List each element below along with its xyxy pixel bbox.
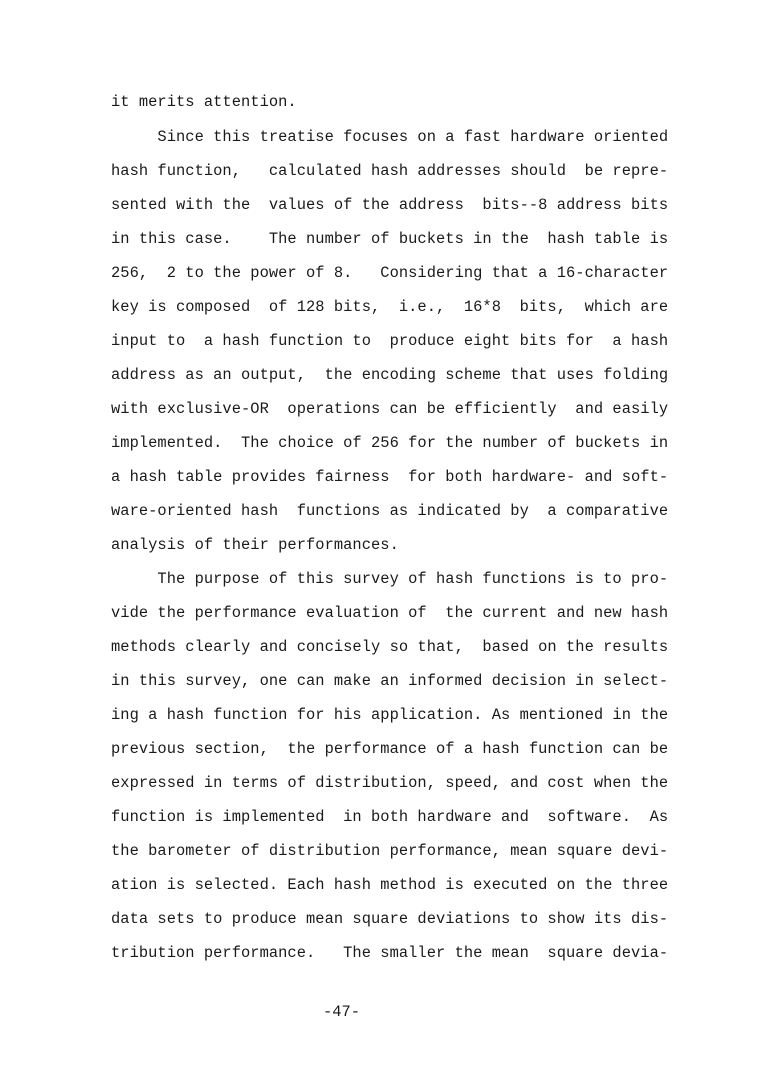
text-line-24: ation is selected. Each hash method is executed on the three [111, 876, 669, 894]
text-line-13: ware-oriented hash functions as indicated by a comparative [111, 502, 669, 520]
text-line-25: data sets to produce mean square deviations to show its dis- [111, 910, 669, 928]
text-line-10: with exclusive-OR operations can be efficiently and easily [111, 400, 669, 418]
text-line-14: analysis of their performances. [111, 536, 399, 554]
page-number-container [0, 973, 760, 1051]
text-line-22: function is implemented in both hardware and software. As [111, 808, 669, 826]
text-line-15: The purpose of this survey of hash functions is to pro- [111, 570, 669, 588]
text-line-18: in this survey, one can make an informed decision in select- [111, 672, 669, 690]
text-line-6: 256, 2 to the power of 8. Considering that a 16-character [111, 264, 669, 282]
text-line-3: hash function, calculated hash addresses should be repre- [111, 162, 669, 180]
text-line-4: sented with the values of the address bits--8 address bits [111, 196, 669, 214]
text-line-8: input to a hash function to produce eight bits for a hash [111, 332, 669, 350]
text-line-5: in this case. The number of buckets in the hash table is [111, 230, 669, 248]
text-line-12: a hash table provides fairness for both hardware- and soft- [111, 468, 669, 486]
text-line-7: key is composed of 128 bits, i.e., 16*8 bits, which are [111, 298, 669, 316]
text-line-2: Since this treatise focuses on a fast hardware oriented [111, 128, 669, 146]
text-line-20: previous section, the performance of a hash function can be [111, 740, 669, 758]
text-line-19: ing a hash function for his application. As mentioned in the [111, 706, 669, 724]
text-line-16: vide the performance evaluation of the current and new hash [111, 604, 669, 622]
text-line-1: it merits attention. [111, 93, 297, 111]
text-line-23: the barometer of distribution performance, mean square devi- [111, 842, 669, 860]
page-number: -47- [323, 1003, 360, 1021]
text-line-9: address as an output, the encoding scheme that uses folding [111, 366, 669, 384]
text-line-21: expressed in terms of distribution, speed, and cost when the [111, 774, 669, 792]
text-line-26: tribution performance. The smaller the mean square devia- [111, 944, 669, 962]
text-line-11: implemented. The choice of 256 for the number of buckets in [111, 434, 669, 452]
text-line-17: methods clearly and concisely so that, based on the results [111, 638, 669, 656]
